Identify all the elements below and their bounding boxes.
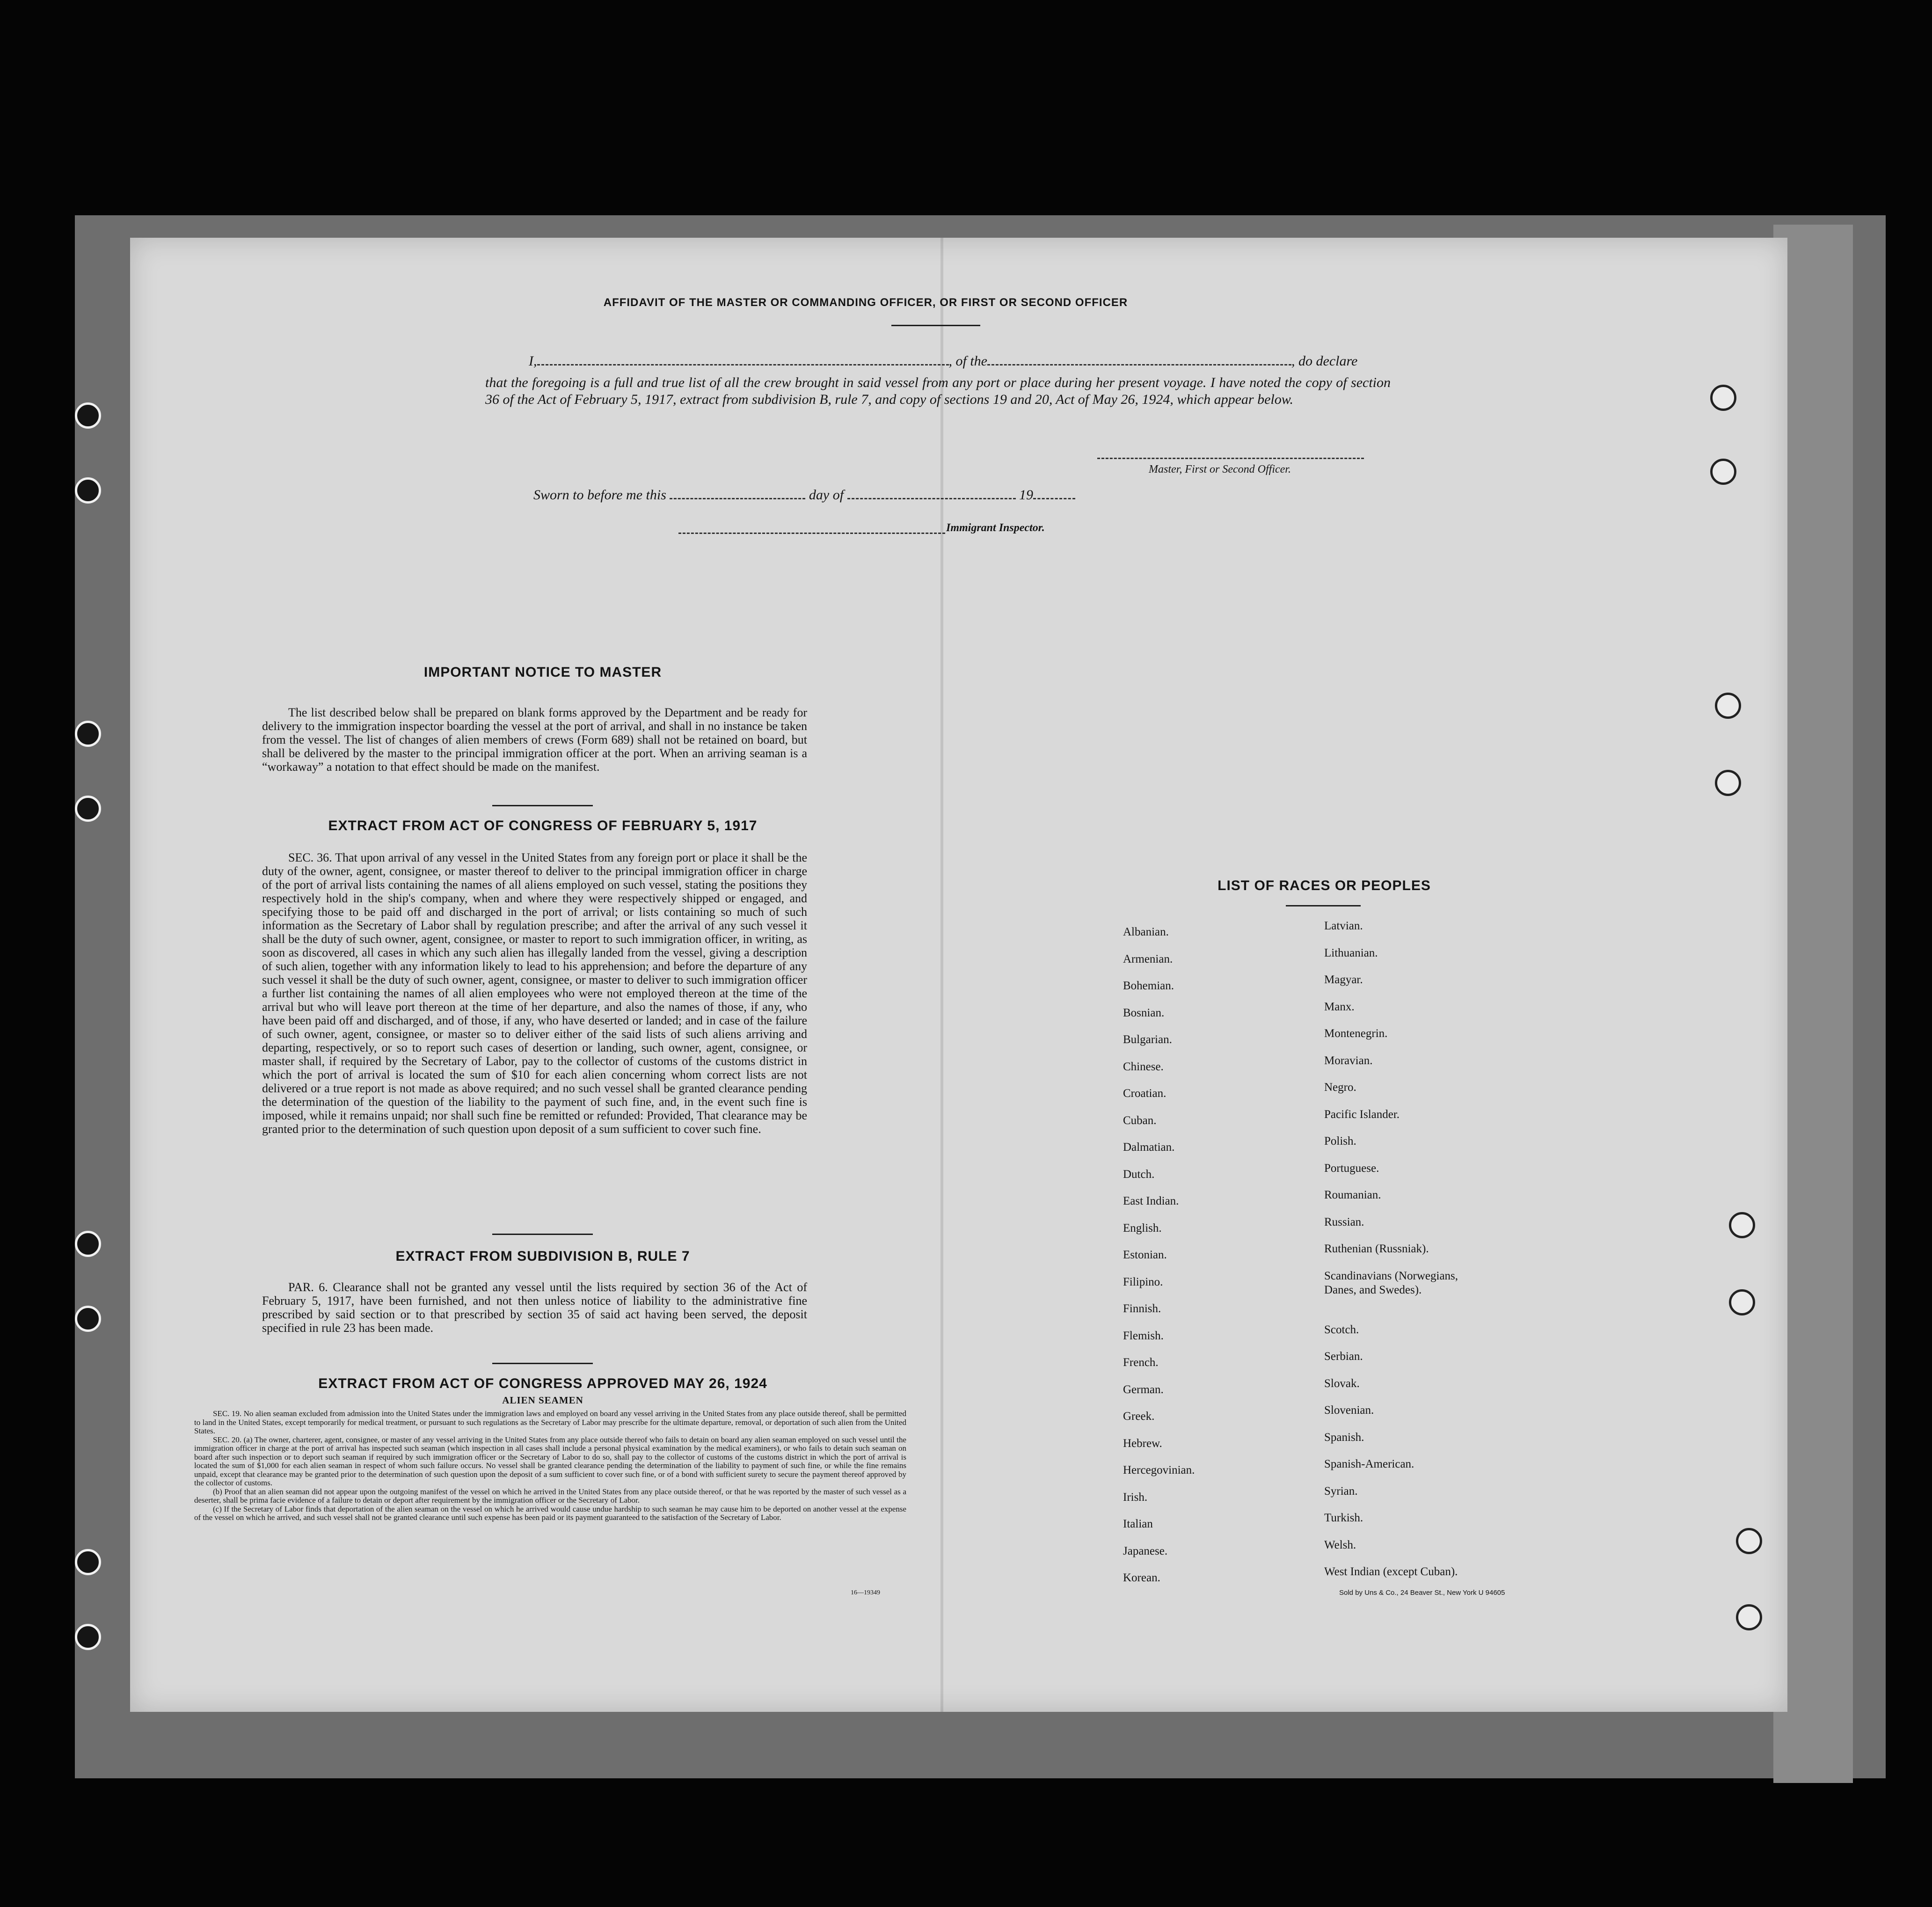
punch-hole <box>1710 385 1736 411</box>
race-entry: Croatian. <box>1123 1087 1166 1100</box>
title-underline <box>891 325 980 326</box>
inspector-signature-label: Immigrant Inspector. <box>946 522 1045 534</box>
races-title: LIST OF RACES OR PEOPLES <box>1218 878 1431 893</box>
race-entry: Pacific Islander. <box>1324 1108 1400 1121</box>
race-entry: Serbian. <box>1324 1350 1363 1363</box>
race-entry: Cuban. <box>1123 1114 1157 1127</box>
race-entry: Slovenian. <box>1324 1404 1374 1417</box>
race-entry: Scandinavians (Norwegians, <box>1324 1269 1458 1282</box>
master-signature-line[interactable] <box>1097 458 1364 460</box>
race-entry: Spanish-American. <box>1324 1458 1414 1470</box>
race-entry: Roumanian. <box>1324 1189 1381 1201</box>
race-entry: Japanese. <box>1123 1544 1168 1557</box>
page-fold <box>940 238 943 1712</box>
sec20c-text: (c) If the Secretary of Labor finds that deportation of the alien seaman on the vessel on which he arrived would cause undue hardship to such seaman he may cause him to be deported on another vessel at the expense of the vessel on which he arrived, and such vessel shall not be granted clearance until such expense has been paid or its payment guaranteed to the satisfaction of the Secretary of Labor. <box>194 1504 906 1522</box>
race-entry: Turkish. <box>1324 1512 1363 1524</box>
declarant-name-field[interactable] <box>537 352 949 365</box>
form-number: 16—19349 <box>851 1589 880 1596</box>
race-entry: Filipino. <box>1123 1275 1163 1288</box>
race-entry: Lithuanian. <box>1324 946 1378 959</box>
race-entry: German. <box>1123 1383 1164 1396</box>
race-entry: Syrian. <box>1324 1484 1358 1498</box>
section-divider <box>492 1234 593 1235</box>
race-entry: English. <box>1123 1221 1162 1235</box>
race-entry: West Indian (except Cuban). <box>1324 1565 1458 1578</box>
race-entry: Danes, and Swedes). <box>1324 1283 1422 1296</box>
race-entry: Flemish. <box>1123 1329 1164 1342</box>
race-entry: Montenegrin. <box>1324 1027 1388 1040</box>
race-entry: Bohemian. <box>1123 979 1174 992</box>
punch-hole <box>1729 1212 1755 1238</box>
race-entry: Greek. <box>1123 1410 1155 1423</box>
race-entry: Bosnian. <box>1123 1006 1165 1019</box>
punch-hole <box>75 796 101 822</box>
race-entry: Moravian. <box>1324 1054 1373 1067</box>
punch-hole <box>1736 1604 1762 1630</box>
affidavit-i: I, <box>529 353 537 369</box>
race-entry: Dalmatian. <box>1123 1141 1175 1154</box>
race-entry: Scotch. <box>1324 1323 1359 1336</box>
sworn-to-label: Sworn to before me this <box>533 487 666 503</box>
notice-text: The list described below shall be prepared on blank forms approved by the Department and be ready for delivery to the immigration inspector boarding the vessel at the port of arrival, and shall in no instance be taken from the vessel. The list of changes of alien members of crews (Form 689) shall not be retained on board, but shall be delivered by the master to the principal immigration officer at the port. When an arriving seaman is a “workaway” a notation to that effect should be made on the manifest. <box>262 706 807 774</box>
race-entry: Armenian. <box>1123 952 1173 965</box>
race-entry: Ruthenian (Russniak). <box>1324 1242 1429 1255</box>
race-entry: Chinese. <box>1123 1060 1164 1073</box>
race-entry: Polish. <box>1324 1135 1356 1147</box>
punch-hole <box>75 721 101 747</box>
extract-1917-text: SEC. 36. That upon arrival of any vessel in the United States from any foreign port or place it shall be the duty of the owner, agent, consignee, or master thereof to deliver to the principal immigration officer in charge of the port of arrival lists containing the names of all aliens employed on such vessel, stating the positions they respectively hold in the ship's company, when and where they were respectively shipped or engaged, and specifying those to be paid off and discharged in the port of arrival; or lists containing so much of such information as the Secretary of Labor shall by regulation prescribe; and after the arrival of any such vessel it shall be the duty of such owner, agent, consignee, or master to report to such immigration officer, in writing, as soon as discovered, all cases in which any such alien has illegally landed from the vessel, giving a description of such alien, together with any information likely to lead to his apprehension; and before the departure of any such vessel it shall be the duty of such owner, agent, consignee, or master to deliver to such immigration officer a further list containing the names of all alien employees who were not employed thereon at the time of the arrival but who will leave port thereon at the time of her departure, and also the names of those, if any, who have been paid off and discharged, and of those, if any, who have deserted or landed; and in case of the failure of such owner, agent, consignee, or master so to deliver either of the said lists of such aliens arriving and departing, respectively, or so to report such cases of desertion or landing, such owner, agent, consignee, or master shall, if required by the Secretary of Labor, pay to the collector of customs of the customs district in which the port of arrival is located the sum of $10 for each alien concerning whom correct lists are not delivered or a true report is not made as above required; and no such vessel shall be granted clearance pending the determination of the question of the liability to the payment of such fine, and, in the event such fine is imposed, while it remains unpaid; nor shall such fine be remitted or refunded: Provided, That clearance may be granted prior to the determination of such question upon deposit of a sum sufficient to cover such fine. <box>262 851 807 1136</box>
race-entry: Estonian. <box>1123 1249 1167 1261</box>
affidavit-paragraph: that the foregoing is a full and true list of all the crew brought in said vessel from any port or place during her present voyage. I have noted the copy of section 36 of the Act of February 5, 1917, extract from subdivision B, rule 7, and copy of sections 19 and 20, Act of May 26, 1924, which appear below. <box>485 375 1391 407</box>
printer-note: Sold by Uns & Co., 24 Beaver St., New York U 94605 <box>1339 1589 1505 1597</box>
rule7-title: EXTRACT FROM SUBDIVISION B, RULE 7 <box>395 1249 690 1264</box>
sworn-year-field[interactable] <box>1033 486 1075 499</box>
race-entry: Manx. <box>1324 1000 1355 1013</box>
affidavit-of-the: , of the <box>948 353 987 369</box>
race-entry: Russian. <box>1324 1215 1364 1228</box>
punch-hole <box>1710 459 1736 485</box>
sec20b-text: (b) Proof that an alien seaman did not appear upon the outgoing manifest of the vessel on which he arrived in the United States from any place outside thereof, or that he was reported by the master of such vessel as a deserter, shall be prima facie evidence of a failure to detain or deport after requirement by the immigration officer or the Secretary of Labor. <box>194 1487 906 1505</box>
race-entry: Latvian. <box>1324 920 1363 932</box>
extract-1924-subtitle: ALIEN SEAMEN <box>502 1395 583 1406</box>
section-divider <box>492 1363 593 1364</box>
punch-hole <box>75 1624 101 1650</box>
punch-hole <box>75 1549 101 1575</box>
sworn-month-field[interactable] <box>847 486 1016 499</box>
affidavit-declaration-line <box>529 352 1394 369</box>
race-entry: Hercegovinian. <box>1123 1464 1195 1476</box>
races-title-underline <box>1286 905 1361 906</box>
affidavit-declare: , do declare <box>1291 353 1358 369</box>
race-entry: East Indian. <box>1123 1195 1179 1207</box>
sworn-line <box>533 486 1075 503</box>
vessel-name-field[interactable] <box>987 352 1291 365</box>
punch-hole <box>75 402 101 429</box>
notice-title: IMPORTANT NOTICE TO MASTER <box>423 665 662 680</box>
punch-hole <box>1715 770 1741 796</box>
race-entry: Spanish. <box>1324 1431 1364 1444</box>
year-prefix: 19 <box>1019 487 1034 503</box>
sec19-text: SEC. 19. No alien seaman excluded from admission into the United States under the immigration laws and employed on board any vessel arriving in the United States from any place outside thereof, shall be permitted to land in the United States, except temporarily for medical treatment, or pursuant to such regulations as the Secretary of Labor may prescribe for the ultimate departure, removal, or deportation of such alien from the United States. <box>194 1409 906 1435</box>
rule7-text: PAR. 6. Clearance shall not be granted any vessel until the lists required by section 36 of the Act of February 5, 1917, have been furnished, and not then unless notice of liability to the administrative fine prescribed by said section or to that prescribed by section 35 of said act having been served, the deposit specified in rule 23 has been made. <box>262 1280 807 1335</box>
punch-hole <box>75 477 101 504</box>
race-entry: Welsh. <box>1324 1538 1356 1551</box>
extract-1924-body <box>194 1410 906 1522</box>
race-entry: Negro. <box>1324 1081 1356 1094</box>
race-entry: Magyar. <box>1324 973 1363 986</box>
sworn-day-field[interactable] <box>670 486 805 499</box>
punch-hole <box>75 1231 101 1257</box>
race-entry: French. <box>1123 1356 1159 1369</box>
race-entry: Albanian. <box>1123 926 1169 938</box>
race-entry: Italian <box>1123 1518 1153 1530</box>
race-entry: Korean. <box>1123 1571 1160 1584</box>
race-entry: Slovak. <box>1324 1377 1360 1390</box>
extract-1924-title: EXTRACT FROM ACT OF CONGRESS APPROVED MAY 26, 1924 <box>318 1376 767 1391</box>
race-entry: Dutch. <box>1123 1168 1155 1181</box>
race-entry: Bulgarian. <box>1123 1033 1172 1046</box>
punch-hole <box>1729 1289 1755 1315</box>
extract-1917-title: EXTRACT FROM ACT OF CONGRESS OF FEBRUARY 5, 1917 <box>328 818 758 833</box>
punch-hole <box>75 1306 101 1332</box>
affidavit-title: AFFIDAVIT OF THE MASTER OR COMMANDING OFFICER, OR FIRST OR SECOND OFFICER <box>603 296 1128 309</box>
section-divider <box>492 805 593 806</box>
inspector-signature-line[interactable] <box>678 533 945 535</box>
master-signature-label: Master, First or Second Officer. <box>1149 463 1291 475</box>
race-entry: Finnish. <box>1123 1302 1161 1315</box>
day-of-label: day of <box>809 487 844 503</box>
race-entry: Hebrew. <box>1123 1437 1162 1450</box>
punch-hole <box>1715 693 1741 719</box>
punch-hole <box>1736 1528 1762 1554</box>
race-entry: Irish. <box>1123 1491 1148 1504</box>
sec20a-text: SEC. 20. (a) The owner, charterer, agent, consignee, or master of any vessel arriving in the United States from any place outside thereof who fails to detain on board any alien seaman employed on such vessel until the immigration officer in charge at the port of arrival has inspected such seaman (which inspection in all cases shall include a personal physical examination by the medical examiners), or who fails to detain such seaman on board after such inspection or to deport such seaman if required by such immigration officer or the Secretary of Labor to do so, shall pay to the collector of customs of the customs district in which the port of arrival is located the sum of $1,000 for each alien seaman in respect of whom such failure occurs. No vessel shall be granted clearance pending the determination of the liability to payment of such fine, or while the fine remains unpaid, except that clearance may be granted prior to the determination of such question upon the deposit of a sum sufficient to cover such fine, or of a bond with sufficient surety to secure the payment thereof approved by the collector of customs. <box>194 1435 906 1487</box>
race-entry: Portuguese. <box>1324 1162 1379 1175</box>
